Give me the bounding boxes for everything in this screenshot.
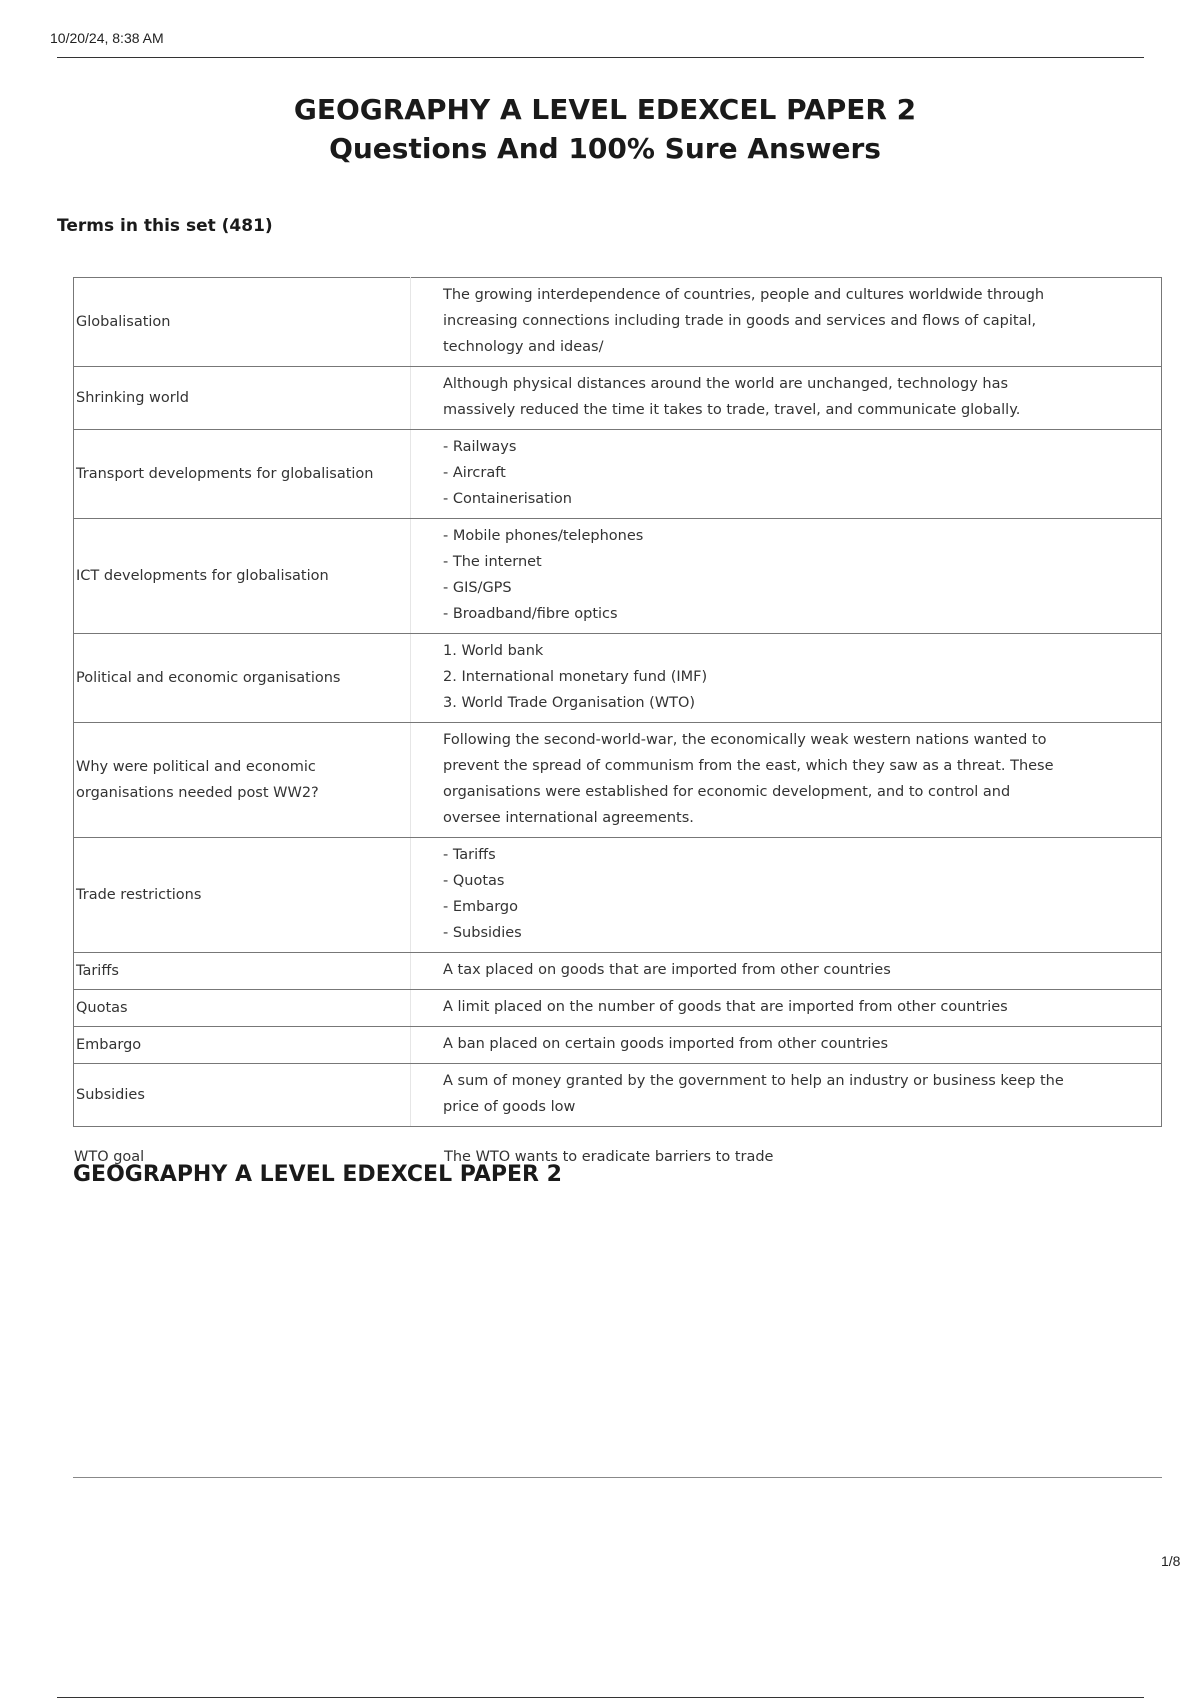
definition-line: - Containerisation: [443, 491, 572, 507]
definition-cell: [411, 278, 1162, 367]
terms-count: Terms in this set (481): [57, 216, 273, 236]
table-row: [74, 367, 1162, 430]
definition-cell: [411, 723, 1162, 838]
term-cell: Trade restrictions: [74, 838, 411, 953]
definition-line: - Tariffs: [443, 847, 496, 863]
term-cell: Political and economic organisations: [74, 634, 411, 723]
definition-line: oversee international agreements.: [443, 810, 694, 826]
page-title: [0, 90, 1200, 168]
term-cell: Why were political and economic organisations needed post WW2?: [74, 723, 411, 838]
definition-line: increasing connections including trade in goods and services and flows of capital,: [443, 313, 1037, 329]
definition-line: massively reduced the time it takes to trade, travel, and communicate globally.: [443, 402, 1021, 418]
table-row: [74, 1064, 1162, 1127]
definition-line: A ban placed on certain goods imported from other countries: [443, 1036, 889, 1052]
footer-divider: [73, 1477, 1162, 1478]
definition-line: Following the second-world-war, the economically weak western nations wanted to: [443, 732, 1047, 748]
cut-row-term: WTO goal: [74, 1149, 145, 1165]
definition-line: - Quotas: [443, 873, 505, 889]
definition-cell: [411, 990, 1162, 1027]
term-cell: Globalisation: [74, 278, 411, 367]
term-cell: Quotas: [74, 990, 411, 1027]
definition-cell: [411, 953, 1162, 990]
print-timestamp: 10/20/24, 8:38 AM: [50, 30, 164, 46]
table-row: [74, 723, 1162, 838]
definition-line: - Aircraft: [443, 465, 506, 481]
bottom-divider: [57, 1697, 1144, 1698]
definition-cell: [411, 838, 1162, 953]
table-row: [74, 990, 1162, 1027]
definition-cell: [411, 634, 1162, 723]
terms-table: [73, 277, 1162, 1127]
table-row: [74, 838, 1162, 953]
term-cell: Tariffs: [74, 953, 411, 990]
running-title: GEOGRAPHY A LEVEL EDEXCEL PAPER 2: [73, 1162, 562, 1187]
title-line-1: GEOGRAPHY A LEVEL EDEXCEL PAPER 2: [293, 93, 917, 126]
terms-table-body: [74, 278, 1162, 1127]
table-row: [74, 634, 1162, 723]
definition-line: 3. World Trade Organisation (WTO): [443, 695, 696, 711]
table-row: [74, 430, 1162, 519]
definition-line: The growing interdependence of countries, people and cultures worldwide through: [443, 287, 1045, 303]
term-cell: Transport developments for globalisation: [74, 430, 411, 519]
definition-cell: [411, 367, 1162, 430]
definition-cell: [411, 430, 1162, 519]
definition-line: prevent the spread of communism from the east, which they saw as a threat. These: [443, 758, 1054, 774]
definition-line: A limit placed on the number of goods that are imported from other countries: [443, 999, 1008, 1015]
definition-cell: [411, 1064, 1162, 1127]
definition-line: - The internet: [443, 554, 542, 570]
term-cell: Subsidies: [74, 1064, 411, 1127]
table-row: [74, 519, 1162, 634]
table-row: [74, 1027, 1162, 1064]
definition-line: - Mobile phones/telephones: [443, 528, 644, 544]
definition-line: - Subsidies: [443, 925, 522, 941]
term-cell: Shrinking world: [74, 367, 411, 430]
definition-line: A sum of money granted by the government to help an industry or business keep the: [443, 1073, 1064, 1089]
definition-line: - Railways: [443, 439, 517, 455]
term-cell: Embargo: [74, 1027, 411, 1064]
term-cell: ICT developments for globalisation: [74, 519, 411, 634]
cut-row-definition: The WTO wants to eradicate barriers to trade: [444, 1149, 774, 1165]
definition-cell: [411, 1027, 1162, 1064]
table-row: [74, 953, 1162, 990]
definition-line: - Embargo: [443, 899, 518, 915]
definition-line: - Broadband/fibre optics: [443, 606, 618, 622]
definition-line: Although physical distances around the world are unchanged, technology has: [443, 376, 1009, 392]
definition-line: 2. International monetary fund (IMF): [443, 669, 708, 685]
title-line-2: Questions And 100% Sure Answers: [329, 132, 881, 165]
definition-line: technology and ideas/: [443, 339, 604, 355]
page-number: 1/8: [1161, 1553, 1181, 1569]
definition-line: organisations were established for economic development, and to control and: [443, 784, 1011, 800]
definition-line: A tax placed on goods that are imported from other countries: [443, 962, 891, 978]
header-divider: [57, 57, 1144, 58]
definition-line: 1. World bank: [443, 643, 544, 659]
definition-line: price of goods low: [443, 1099, 576, 1115]
table-row: [74, 278, 1162, 367]
definition-line: - GIS/GPS: [443, 580, 512, 596]
definition-cell: [411, 519, 1162, 634]
